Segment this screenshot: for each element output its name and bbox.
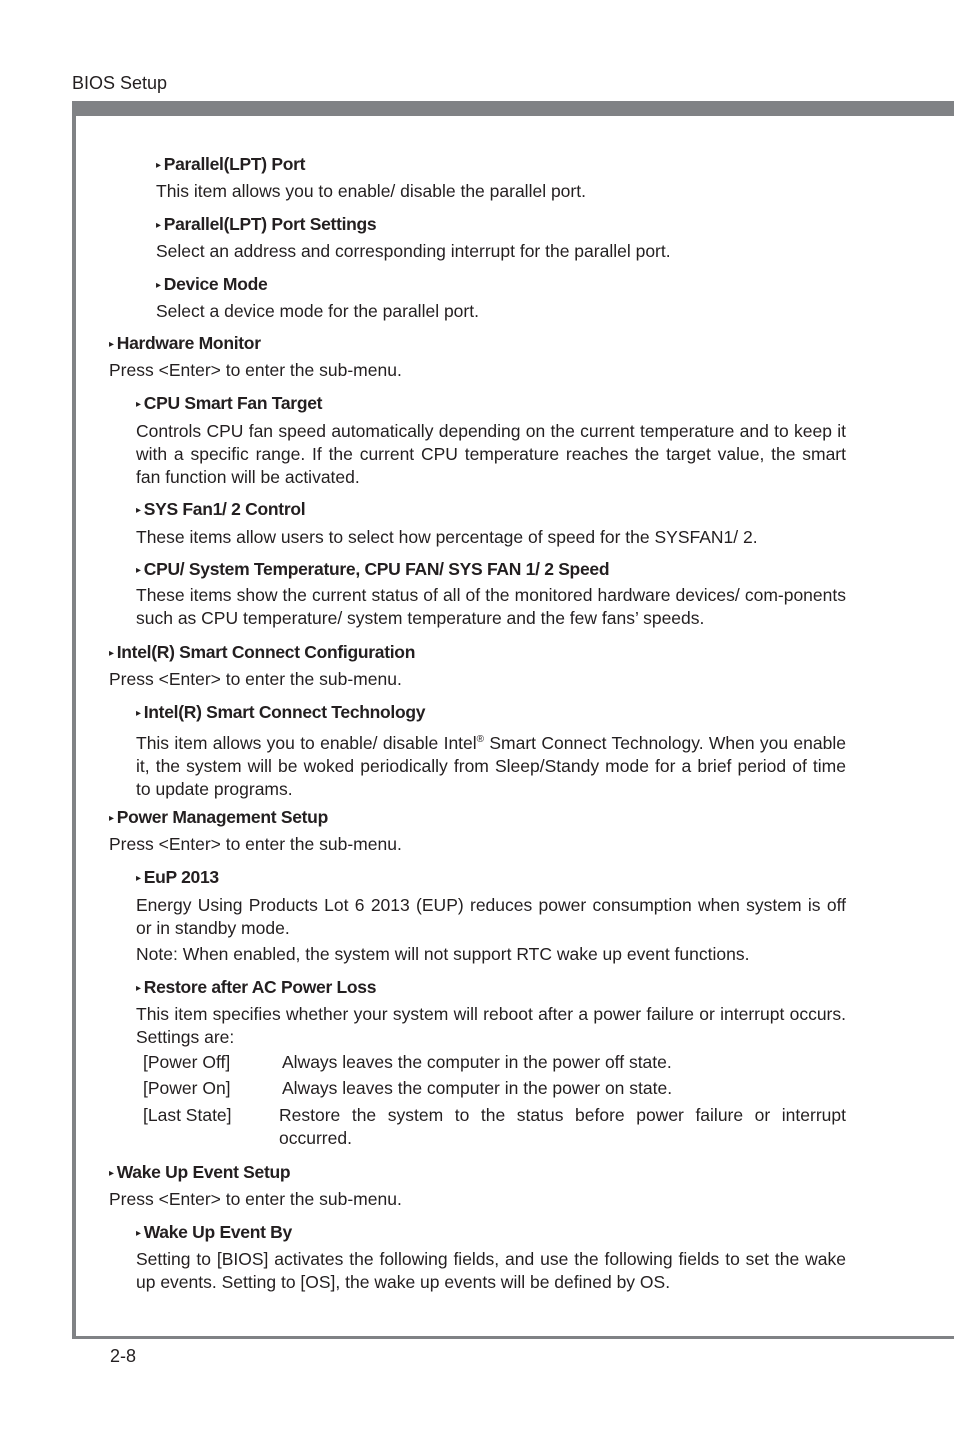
item-description	[136, 728, 846, 801]
item-note: Note: When enabled, the system will not support RTC wake up event functions.	[136, 944, 750, 964]
header-bar	[72, 101, 954, 116]
arrow-icon: ▸	[156, 280, 161, 291]
item-cpu-smart-fan-target	[136, 391, 846, 489]
item-title: Restore after AC Power Loss	[143, 977, 377, 997]
item-title: CPU/ System Temperature, CPU FAN/ SYS FAN 1/ 2 Speed	[143, 559, 610, 579]
arrow-icon: ▸	[109, 648, 114, 659]
bottom-rule	[72, 1336, 954, 1339]
arrow-icon: ▸	[109, 813, 114, 824]
arrow-icon: ▸	[136, 708, 141, 719]
item-description: This item allows you to enable/ disable the parallel port.	[156, 181, 586, 201]
item-heading	[136, 975, 846, 1001]
arrow-icon: ▸	[136, 983, 141, 994]
item-description: Energy Using Products Lot 6 2013 (EUP) reduces power consumption when system is off or in standby mode.	[136, 895, 846, 938]
item-description: Select a device mode for the parallel port.	[156, 301, 479, 321]
section-title: BIOS Setup	[72, 73, 168, 93]
item-heading	[109, 1160, 846, 1186]
item-title: Intel(R) Smart Connect Configuration	[116, 642, 416, 662]
item-smart-connect-technology	[136, 700, 846, 801]
item-description: Select an address and corresponding interrupt for the parallel port.	[156, 241, 671, 261]
item-description: These items allow users to select how percentage of speed for the SYSFAN1/ 2.	[136, 527, 758, 547]
item-title: Power Management Setup	[116, 807, 328, 827]
arrow-icon: ▸	[136, 873, 141, 884]
arrow-icon: ▸	[109, 1168, 114, 1179]
arrow-icon: ▸	[156, 220, 161, 231]
item-title: SYS Fan1/ 2 Control	[143, 499, 306, 519]
arrow-icon: ▸	[136, 1228, 141, 1239]
item-description: Press <Enter> to enter the sub-menu.	[109, 834, 402, 854]
item-title: Parallel(LPT) Port	[163, 154, 306, 174]
item-title: Parallel(LPT) Port Settings	[163, 214, 377, 234]
item-title: Intel(R) Smart Connect Technology	[143, 702, 426, 722]
item-wake-up-event-by	[136, 1220, 846, 1294]
item-heading	[136, 700, 846, 726]
item-temperature-speed	[136, 557, 846, 630]
item-title: Device Mode	[163, 274, 268, 294]
item-eup-2013	[136, 865, 846, 966]
left-rule	[72, 101, 76, 1339]
item-heading	[136, 497, 846, 523]
item-heading	[136, 557, 846, 583]
item-hardware-monitor	[109, 331, 846, 382]
registered-mark: ®	[476, 734, 485, 745]
item-title: Hardware Monitor	[116, 333, 261, 353]
item-heading	[156, 152, 846, 178]
option-value: Restore the system to the status before power failure or interrupt occurred.	[279, 1105, 846, 1148]
item-description: Controls CPU fan speed automatically depending on the current temperature and to keep it with a specific range. If the current CPU temperature reaches the target value, the smart fan function will be activated.	[136, 421, 846, 487]
arrow-icon: ▸	[136, 399, 141, 410]
arrow-icon: ▸	[156, 160, 161, 171]
item-power-management-setup	[109, 805, 846, 856]
item-heading	[109, 331, 846, 357]
item-title: Wake Up Event By	[143, 1222, 292, 1242]
option-value: Always leaves the computer in the power off state.	[282, 1052, 672, 1072]
item-description: Press <Enter> to enter the sub-menu.	[109, 1189, 402, 1209]
item-sys-fan-control	[136, 497, 846, 549]
option-key: [Power On]	[143, 1078, 231, 1098]
item-heading	[136, 865, 846, 891]
item-restore-after-ac-power-loss	[136, 975, 846, 1049]
option-key: [Last State]	[143, 1105, 232, 1125]
option-key: [Power Off]	[143, 1052, 231, 1072]
item-smart-connect-configuration	[109, 640, 846, 691]
item-heading	[109, 805, 846, 831]
arrow-icon: ▸	[136, 505, 141, 516]
item-description: Setting to [BIOS] activates the following fields, and use the following fields to set the wake up events. Setting to [OS], the wake up events will be defined by OS.	[136, 1249, 846, 1292]
item-heading	[136, 391, 846, 417]
item-heading	[156, 272, 846, 298]
item-title: EuP 2013	[143, 867, 219, 887]
item-description: These items show the current status of all of the monitored hardware devices/ com-ponents such as CPU temperature/ system temperature and the few fans’ speeds.	[136, 585, 846, 628]
item-parallel-port	[156, 152, 846, 203]
option-value: Always leaves the computer in the power on state.	[282, 1078, 673, 1098]
arrow-icon: ▸	[109, 339, 114, 350]
item-parallel-port-settings	[156, 212, 846, 263]
item-heading	[109, 640, 846, 666]
item-title: CPU Smart Fan Target	[143, 393, 323, 413]
page-number: 2-8	[110, 1346, 137, 1366]
description-part: This item allows you to enable/ disable Intel	[136, 732, 477, 753]
item-description: This item specifies whether your system will reboot after a power failure or interrupt occurs. Settings are:	[136, 1004, 846, 1047]
item-description: Press <Enter> to enter the sub-menu.	[109, 360, 402, 380]
item-description: Press <Enter> to enter the sub-menu.	[109, 669, 402, 689]
description-part: Smart Connect Technology. When you enable it, the system will be woked periodically from Sleep/Standy mode for a brief period of time to update programs.	[136, 732, 846, 799]
item-heading	[156, 212, 846, 238]
item-heading	[136, 1220, 846, 1246]
arrow-icon: ▸	[136, 565, 141, 576]
item-title: Wake Up Event Setup	[116, 1162, 291, 1182]
item-wake-up-event-setup	[109, 1160, 846, 1211]
item-device-mode	[156, 272, 846, 323]
